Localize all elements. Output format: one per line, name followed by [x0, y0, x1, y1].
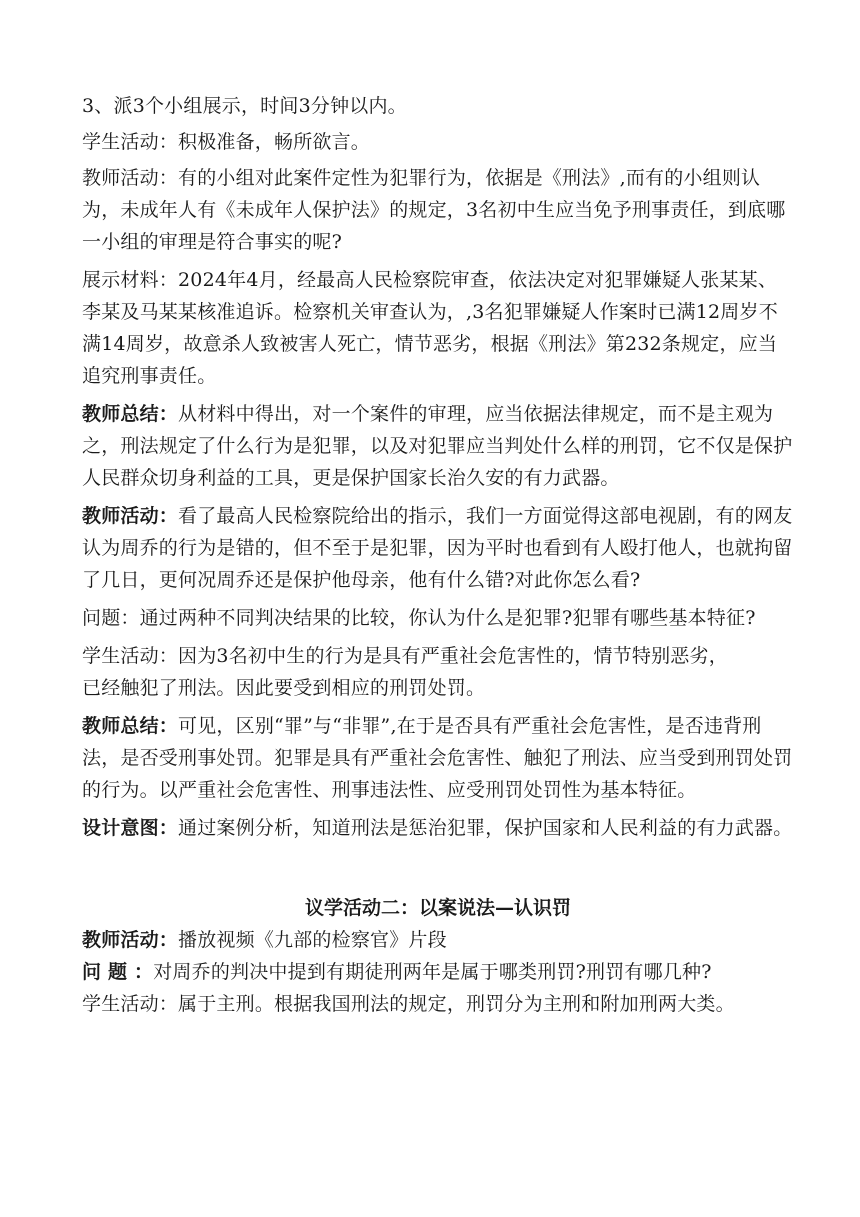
- material-text: 2024年4月，经最高人民检察院审查，依法决定对犯罪嫌疑人张某某、李某及马某某核准追诉。检察机关审查认为，,3名犯罪嫌疑人作案时已满12周岁不满14周岁，故意杀人致被害人死亡，情节恶劣，根据《刑法》第232条规定，应当追究刑事责任。: [82, 269, 778, 387]
- design-intent-label: 设计意图：: [82, 817, 179, 839]
- teacher-summary-text: 可见，区别“罪”与“非罪”,在于是否具有严重社会危害性，是否违背刑法，是否受刑事处罚。犯罪是具有严重社会危害性、触犯了刑法、应当受到刑罚处罚的行为。以严重社会危害性、刑事违法性、应受刑罚处罚性为基本特征。: [82, 715, 793, 801]
- step-line: [82, 90, 794, 122]
- material-label: 展示材料：: [82, 269, 179, 291]
- teacher-activity-3: [82, 924, 794, 956]
- teacher-activity-1: [82, 162, 794, 258]
- teacher-activity-2: [82, 500, 794, 596]
- student-activity-text: 因为3名初中生的行为是具有严重社会危害性的，情节特别恶劣，: [178, 645, 728, 667]
- step-text: 3、派3个小组展示，时间3分钟以内。: [82, 95, 407, 117]
- question-1: [82, 602, 794, 634]
- question-text: 对周乔的判决中提到有期徒刑两年是属于哪类刑罚?刑罚有哪几种?: [153, 961, 712, 983]
- student-activity-1: [82, 126, 794, 158]
- student-activity-label: 学生活动：: [82, 645, 179, 667]
- teacher-activity-label: 教师活动：: [82, 505, 179, 527]
- student-activity-text-2: 已经触犯了刑法。因此要受到相应的刑罚处罚。: [82, 677, 486, 699]
- teacher-activity-text: 看了最高人民检察院给出的指示，我们一方面觉得这部电视剧，有的网友认为周乔的行为是错的，但不至于是犯罪，因为平时也看到有人殴打他人，也就拘留了几日，更何况周乔还是保护他母亲，他有什么错?对此你怎么看?: [82, 505, 793, 591]
- material-paragraph: [82, 264, 794, 392]
- student-activity-3: [82, 988, 794, 1020]
- question-label: 问 题 ：: [82, 961, 154, 983]
- student-activity-text: 属于主刑。根据我国刑法的规定，刑罚分为主刑和附加刑两大类。: [178, 993, 735, 1015]
- student-activity-text: 学生活动：积极准备，畅所欲言。: [82, 131, 371, 153]
- student-activity-2: [82, 640, 794, 704]
- teacher-summary-2: [82, 710, 794, 806]
- question-text: 通过两种不同判决结果的比较，你认为什么是犯罪?犯罪有哪些基本特征?: [139, 607, 756, 629]
- question-2: [82, 956, 794, 988]
- question-label: 问题：: [82, 607, 140, 629]
- document-page: [82, 0, 794, 1020]
- teacher-activity-label: 教师活动：: [82, 167, 179, 189]
- teacher-summary-label: 教师总结：: [82, 715, 179, 737]
- section-title: 议学活动二：以案说法—认识罚: [304, 897, 571, 919]
- design-intent: [82, 812, 794, 844]
- teacher-summary-text: 从材料中得出，对一个案件的审理，应当依据法律规定，而不是主观为之，刑法规定了什么行为是犯罪，以及对犯罪应当判处什么样的刑罚，它不仅是保护人民群众切身利益的工具，更是保护国家长治久安的有力武器。: [82, 403, 793, 489]
- teacher-activity-text: 有的小组对此案件定性为犯罪行为，依据是《刑法》,而有的小组则认为，未成年人有《未成年人保护法》的规定，3名初中生应当免予刑事责任，到底哪一小组的审理是符合事实的呢?: [82, 167, 786, 253]
- teacher-activity-text: 播放视频《九部的检察官》片段: [178, 929, 447, 951]
- teacher-summary-label: 教师总结：: [82, 403, 179, 425]
- teacher-activity-label: 教师活动：: [82, 929, 179, 951]
- student-activity-label: 学生活动：: [82, 993, 179, 1015]
- design-intent-text: 通过案例分析，知道刑法是惩治犯罪，保护国家和人民利益的有力武器。: [178, 817, 793, 839]
- teacher-summary-1: [82, 398, 794, 494]
